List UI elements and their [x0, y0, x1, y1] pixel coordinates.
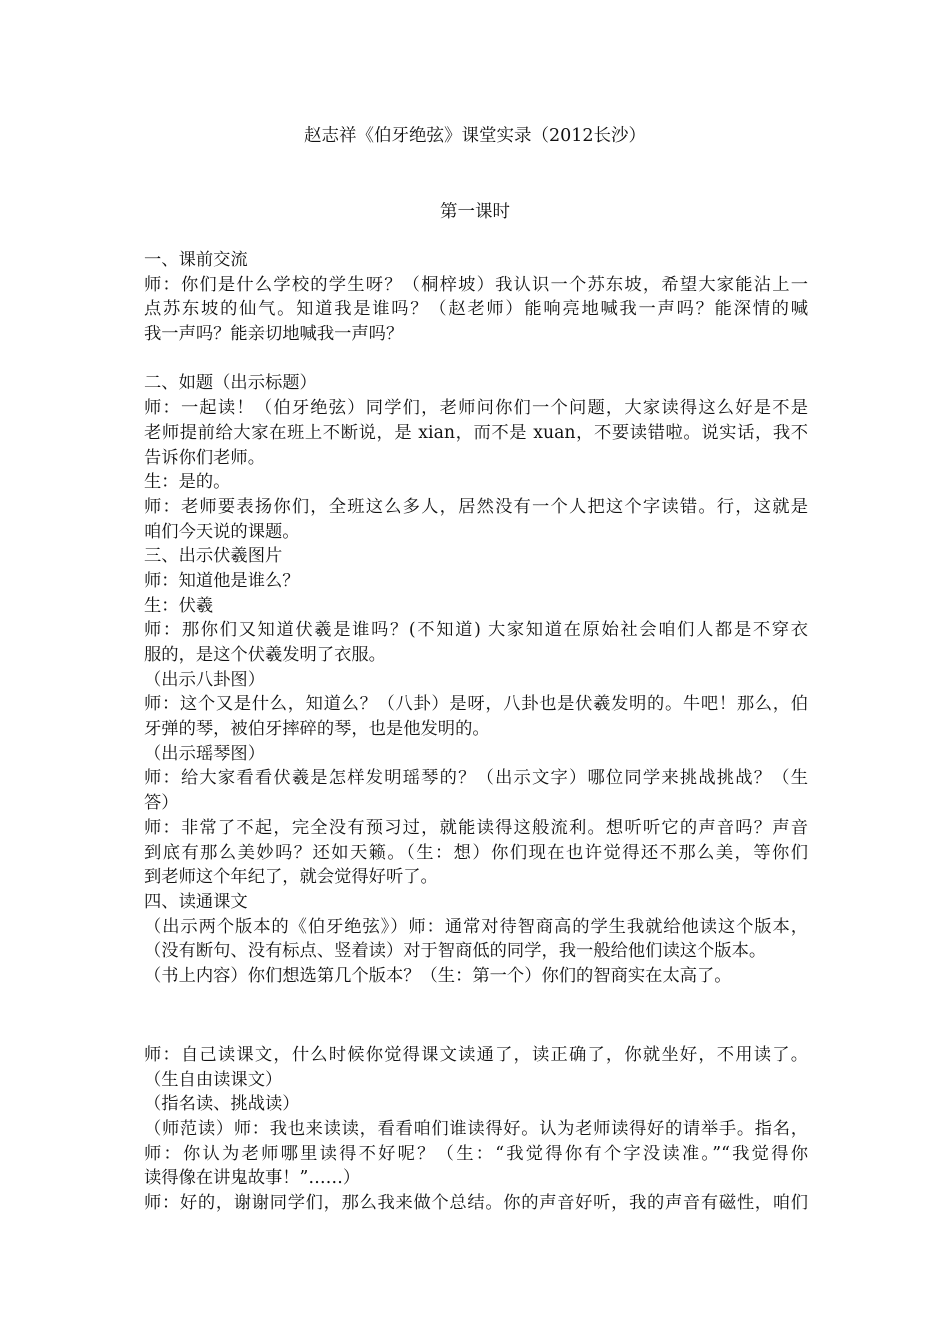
- paragraph-line: 师：你们是什么学校的学生呀？（桐梓坡）我认识一个苏东坡，希望大家能沾上一: [144, 274, 808, 295]
- section-heading: 三、出示伏羲图片: [144, 546, 283, 567]
- paragraph-line: （师范读）师：我也来读读，看看咱们谁读得好。认为老师读得好的请举手。指名，: [144, 1119, 808, 1140]
- paragraph-line: 师：那你们又知道伏羲是谁吗？(不知道) 大家知道在原始社会咱们人都是不穿衣: [144, 620, 808, 641]
- paragraph-line: 师：这个又是什么，知道么？（八卦）是呀，八卦也是伏羲发明的。牛吧！那么，伯: [144, 694, 808, 715]
- document-title: 赵志祥《伯牙绝弦》课堂实录（2012长沙）: [303, 126, 647, 146]
- paragraph-line: （没有断句、没有标点、竖着读）对于智商低的同学，我一般给他们读这个版本。: [144, 941, 767, 962]
- paragraph-line: 生：伏羲: [144, 595, 214, 616]
- section-heading: 四、读通课文: [144, 891, 248, 912]
- paragraph-line: 师：老师要表扬你们，全班这么多人，居然没有一个人把这个字读错。行，这就是: [144, 496, 808, 517]
- paragraph-line: 老师提前给大家在班上不断说，是 xian，而不是 xuan，不要读错啦。说实话，我不: [144, 422, 808, 443]
- paragraph-line: 读得像在讲鬼故事！”……）: [144, 1168, 361, 1189]
- paragraph-line: 答）: [144, 793, 179, 814]
- paragraph-line: 师：自己读课文，什么时候你觉得课文读通了，读正确了，你就坐好，不用读了。: [144, 1045, 808, 1065]
- paragraph-line: 我一声吗？能亲切地喊我一声吗？: [144, 324, 404, 345]
- paragraph-line: （出示两个版本的《伯牙绝弦》）师：通常对待智商高的学生我就给他读这个版本，: [144, 916, 808, 937]
- paragraph-line: （书上内容）你们想选第几个版本？（生：第一个）你们的智商实在太高了。: [144, 965, 732, 986]
- paragraph-line: 师：一起读！（伯牙绝弦）同学们，老师问你们一个问题，大家读得这么好是不是: [144, 398, 808, 419]
- paragraph-line: 告诉你们老师。: [144, 447, 265, 468]
- section-heading: 二、如题（出示标题）: [144, 373, 317, 394]
- paragraph-line: 师：非常了不起，完全没有预习过，就能读得这般流利。想听听它的声音吗？声音: [144, 817, 808, 838]
- paragraph-line: （生自由读课文）: [144, 1069, 283, 1090]
- paragraph-line: （指名读、挑战读）: [144, 1094, 300, 1115]
- paragraph-line: 牙弹的琴，被伯牙摔碎的琴，也是他发明的。: [144, 719, 490, 740]
- paragraph-line: 咱们今天说的课题。: [144, 521, 300, 542]
- paragraph-line: 生：是的。: [144, 472, 231, 493]
- paragraph-line: 师：给大家看看伏羲是怎样发明瑶琴的？（出示文字）哪位同学来挑战挑战？（生: [144, 768, 808, 789]
- section-heading: 一、课前交流: [144, 250, 248, 270]
- body-text-block: [144, 1043, 808, 1216]
- paragraph-line: 师：好的，谢谢同学们，那么我来做个总结。你的声音好听，我的声音有磁性，咱们: [144, 1193, 808, 1214]
- paragraph-line: 到底有那么美妙吗？还如天籁。（生：想）你们现在也许觉得还不那么美，等你们: [144, 842, 808, 863]
- paragraph-line: 师：知道他是谁么？: [144, 570, 300, 591]
- paragraph-line: 到老师这个年纪了，就会觉得好听了。: [144, 867, 438, 888]
- lesson-heading: 第一课时: [440, 202, 510, 222]
- body-text-block: [144, 248, 808, 989]
- paragraph-line: （出示瑶琴图）: [144, 743, 265, 764]
- paragraph-line: 点苏东坡的仙气。知道我是谁吗？（赵老师）能响亮地喊我一声吗？能深情的喊: [144, 299, 808, 320]
- paragraph-line: 师：你认为老师哪里读得不好呢？（生：“我觉得你有个字没读准。”“我觉得你: [144, 1143, 808, 1164]
- paragraph-line: 服的，是这个伏羲发明了衣服。: [144, 645, 386, 665]
- blank-line: [144, 347, 808, 372]
- paragraph-line: （出示八卦图）: [144, 669, 265, 690]
